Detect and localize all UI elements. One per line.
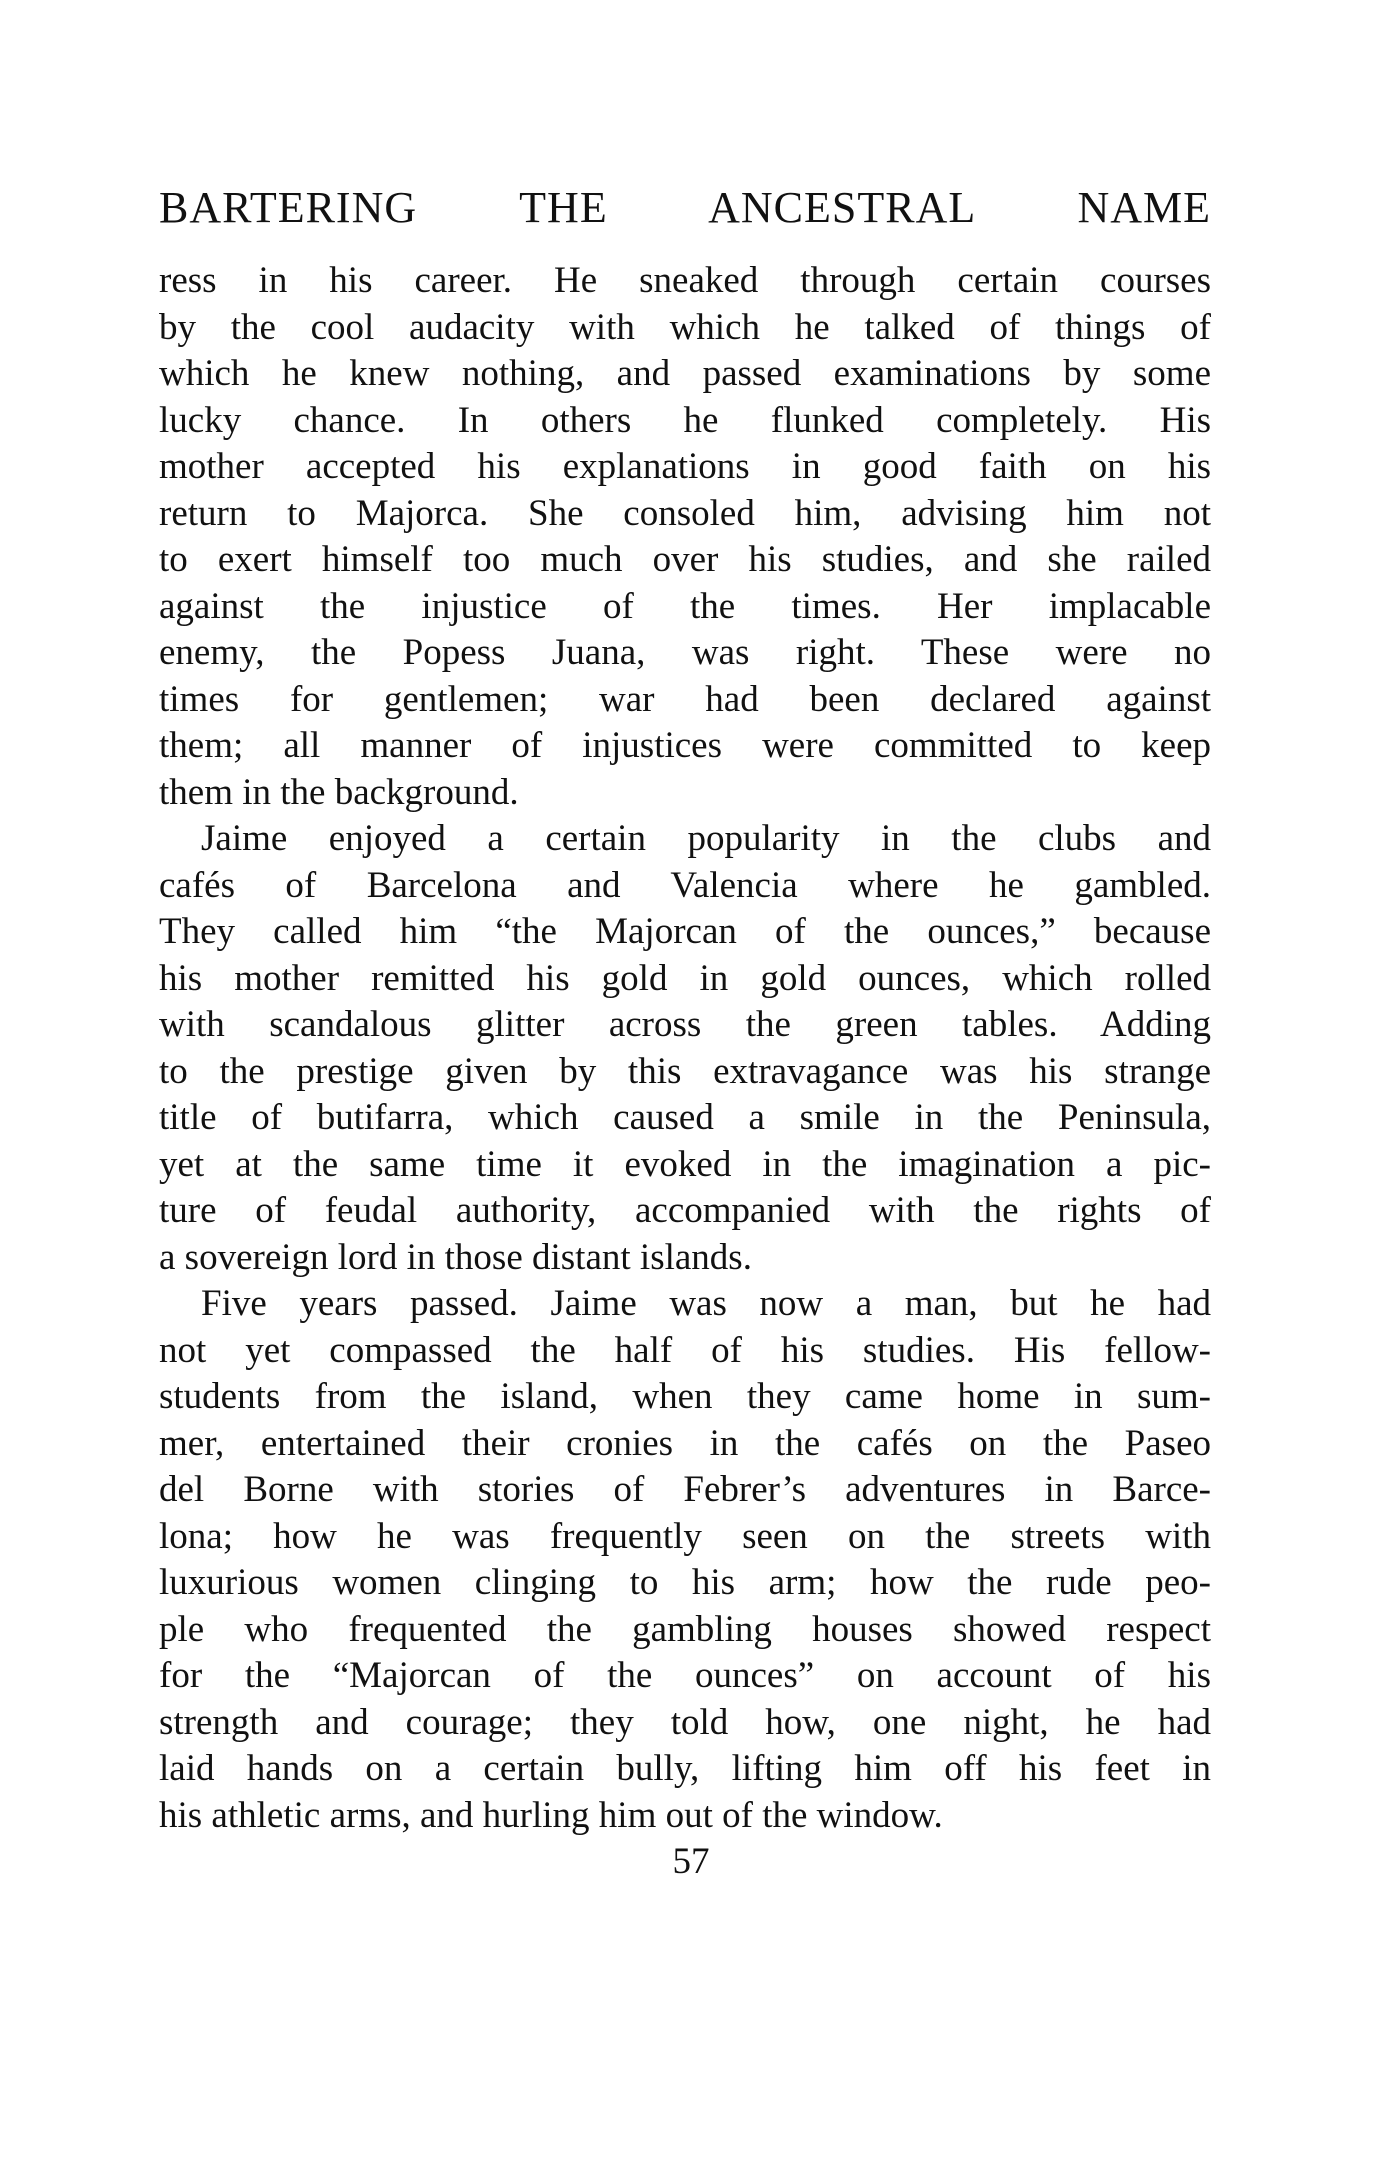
text-line: with scandalous glitter across the green tables. Adding [159, 1004, 1211, 1045]
text-line: luxurious women clinging to his arm; how the rude peo- [159, 1562, 1211, 1603]
text-line: yet at the same time it evoked in the imagination a pic- [159, 1143, 1211, 1185]
text-line: by the cool audacity with which he talked of things of [159, 306, 1211, 348]
text-line: not yet compassed the half of his studies. His fellow- [159, 1329, 1211, 1371]
text-line: a sovereign lord in those distant islands. [159, 1236, 752, 1278]
text-line: times for gentlemen; war had been declared against [159, 678, 1211, 720]
text-line: to exert himself too much over his studies, and she railed [159, 539, 1211, 580]
text-line: lona; how he was frequently seen on the streets with [159, 1515, 1211, 1557]
text-line: which he knew nothing, and passed examinations by some [159, 353, 1211, 394]
text-line: enemy, the Popess Juana, was right. These were no [159, 632, 1211, 673]
text-line: laid hands on a certain bully, lifting him off his feet in [159, 1748, 1211, 1789]
text-line: Jaime enjoyed a certain popularity in the clubs and [201, 818, 1211, 859]
paragraph [159, 816, 1211, 1281]
text-line: cafés of Barcelona and Valencia where he gambled. [159, 864, 1211, 906]
text-line: Five years passed. Jaime was now a man, but he had [201, 1283, 1211, 1324]
text-line: ture of feudal authority, accompanied with the rights of [159, 1190, 1211, 1231]
text-line: his mother remitted his gold in gold ounces, which rolled [159, 957, 1211, 999]
running-header: BARTERING THE ANCESTRAL NAME [159, 183, 1211, 232]
paragraph [159, 258, 1211, 816]
text-line: return to Majorca. She consoled him, advising him not [159, 492, 1211, 534]
text-line: ress in his career. He sneaked through certain courses [159, 260, 1211, 301]
paragraph [159, 1281, 1211, 1839]
text-line: mother accepted his explanations in good faith on his [159, 446, 1211, 487]
text-line: del Borne with stories of Febrer’s adventures in Barce- [159, 1469, 1211, 1510]
text-line: for the “Majorcan of the ounces” on account of his [159, 1655, 1211, 1696]
page-body [159, 258, 1211, 1839]
text-line: his athletic arms, and hurling him out of the window. [159, 1794, 943, 1836]
text-line: against the injustice of the times. Her implacable [159, 585, 1211, 627]
text-line: title of butifarra, which caused a smile in the Peninsula, [159, 1097, 1211, 1138]
text-line: students from the island, when they came home in sum- [159, 1376, 1211, 1417]
text-line: them in the background. [159, 771, 519, 813]
text-line: to the prestige given by this extravagance was his strange [159, 1050, 1211, 1092]
text-line: them; all manner of injustices were committed to keep [159, 725, 1211, 766]
page-number: 57 [672, 1841, 710, 1882]
text-line: ple who frequented the gambling houses showed respect [159, 1608, 1211, 1650]
text-line: They called him “the Majorcan of the ounces,” because [159, 911, 1211, 952]
text-line: mer, entertained their cronies in the cafés on the Paseo [159, 1422, 1211, 1464]
text-line: strength and courage; they told how, one night, he had [159, 1701, 1211, 1743]
text-line: lucky chance. In others he flunked completely. His [159, 399, 1211, 441]
